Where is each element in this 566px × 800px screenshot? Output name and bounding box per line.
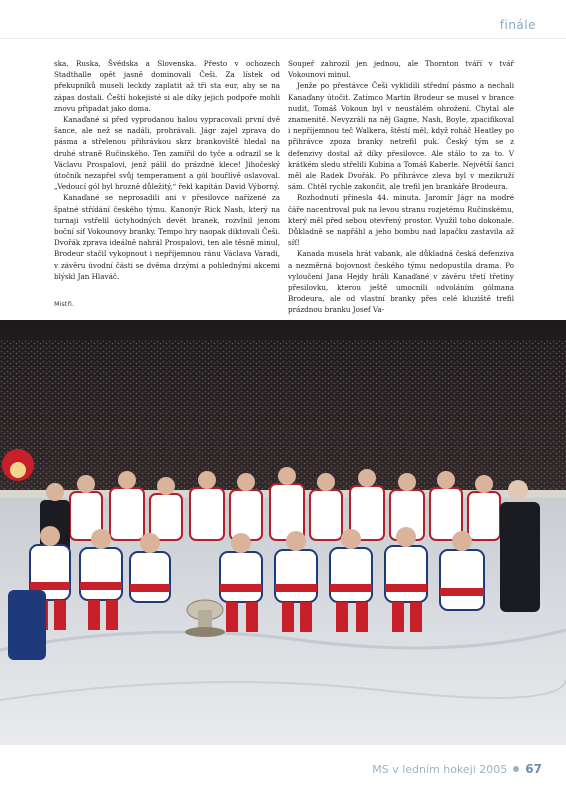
paragraph: Jenže po přestávce Češi vyklidili střední pásmo a nechali Kanaďany útočit. Zatímco Martin Brodeur se musel v brance nudit, Tomáš Vokoun byl v neustálém ohrožení. Chytal ale znamenitě. Nevyzráli na něj Gagne, Nash, Boyle, zpacifikoval i nepříjemnou teč Walkera, štěstí měl, když roháč Heatley po přihrávce zpoza branky netrefil puk. Český tým se z defenzivy dostal až díky přesilovce. Ale stálo to za to. V krátkém sledu střelili Kubina a Tomáš Kaberle. Největší šanci měl ale Radek Dvořák. Po příhrávce zleva byl v mezikruží sám. Chtěl rychle zakončit, ale trefil jen brankáře Brodeura. xyxy=(288,81,514,192)
section-tag: finále xyxy=(499,18,536,32)
publication-title: MS v ledním hokeji 2005 xyxy=(372,762,508,776)
paragraph: Kanaďané si před vyprodanou halou vypracovali první dvě šance, ale než se nadáli, prohrávali. Jágr zajel zprava do pásma a střelenou přihrávkou skrz brankoviště hledal na druhé straně Ručinského. Ten zamířil do tyče a odrazil se k Václavu Prospalovi, jenž pálil do prázdné klece! Jihočeský útočník nezapřel svůj temperament a gól bouřlivě oslavoval. „Vedoucí gól byl hrozně důležitý,“ řekl kapitán David Výborný. xyxy=(54,115,280,192)
paragraph: Kanaďané se neprosadili ani v přesilovce nařízené za špatné střídání českého týmu. Kanonýr Rick Nash, který na turnaji vstřelil úctyhodných devět branek, rozvlnil jenom boční síť Vokounovy branky. Tempo hry naopak diktovali Češi. Dvořák zpravа ideálně nahrál Prospalovi, ten ale těsně minul, Brodeur stačil vykopnout i nepříjemnou ránu Václava Varadi, v závěru úvodní části se dvěma drzými a pohlednými akcemi blýskl Jan Hlaváč. xyxy=(54,193,280,281)
page-number: 67 xyxy=(525,762,542,776)
paragraph: ska, Ruska, Švédska a Slovenska. Přesto v ochozech Stadthalle opět jasně dominovali Češi. Za lístek od překupníků museli leckdy zaplatit až tři sta eur, aby se na zápas dostali. Čeští hokejisté si ale díky jejich podpoře mohli znovu připadat jako doma. xyxy=(54,59,280,113)
paragraph: Rozhodnutí přinesla 44. minuta. Jaromír Jágr na modré čáře nacentroval puk na levou stranu rozjetému Ručinskému, který měl před sebou otevřený prostor. Využil toho dokonale. Důkladně se napřáhl a jeho bombu nad lapačku zastavila až síť! xyxy=(288,193,514,248)
team-photo xyxy=(0,320,566,745)
page-footer xyxy=(372,762,542,776)
photo-caption: Mistři. xyxy=(54,300,74,308)
header-rule xyxy=(0,38,566,39)
article-column-left xyxy=(54,58,280,282)
paragraph: Soupeř zahrozil jen jednou, ale Thornton tváří v tvář Vokounovi minul. xyxy=(288,59,514,80)
article-column-right xyxy=(288,58,514,316)
paragraph: Kanada musela hrát vabank, ale důkladná česká defenziva a nezměrná bojovnost českého týmu nedopustila drama. Po vyloučení Jana Hejdy hráli Kanaďané v závěru třetí třetiny přesilovku, kterou ještě umocnili odvoláním gólmana Brodeura, ale od vlastní branky přes celé kluziště trefil prázdnou branku Josef Va- xyxy=(288,249,514,315)
bullet-icon xyxy=(513,766,519,772)
